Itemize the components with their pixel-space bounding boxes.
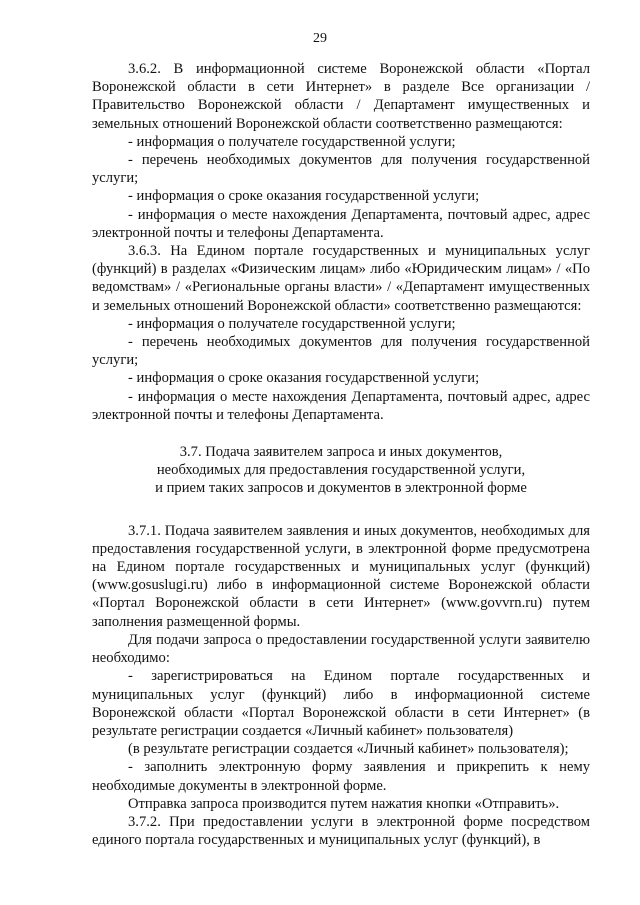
list-item: - информация о сроке оказания государственной услуги; <box>128 188 480 205</box>
heading-line: 3.7. Подача заявителем запроса и иных документов, <box>179 444 503 461</box>
list-item: - информация о месте нахождения Департамента, почтовый адрес, адрес электронной почты и телефоны Департамента. <box>92 206 590 241</box>
paragraph: Для подачи запроса о предоставлении государственной услуги заявителю необходимо: <box>92 631 590 667</box>
document-body <box>92 60 590 849</box>
list-item: - информация о получателе государственной услуги; <box>128 133 456 150</box>
paragraph-3-6-2: 3.6.2. В информационной системе Воронежской области «Портал Воронежской области в сети Интернет» в разделе Все организации / Правительство Воронежской области / Департамент имущественных и земельных отношений Воронежской области соответственно размещаются: <box>92 61 590 132</box>
paragraph: (в результате регистрации создается «Личный кабинет» пользователя); <box>128 741 569 758</box>
list-item: - зарегистрироваться на Едином портале государственных и муниципальных услуг (функций) либо в информационной системе Воронежской области «Портал Воронежской области в сети Интернет» (в результате регистрации создается «Личный кабинет» пользователя) <box>92 668 590 739</box>
list-item: - информация о месте нахождения Департамента, почтовый адрес, адрес электронной почты и телефоны Департамента. <box>92 388 590 423</box>
heading-line: и прием таких запросов и документов в электронной форме <box>155 480 527 497</box>
list-item: - перечень необходимых документов для получения государственной услуги; <box>92 334 590 369</box>
paragraph-3-7-1: 3.7.1. Подача заявителем заявления и иных документов, необходимых для предоставления государственной услуги, в электронной форме предусмотрена на Едином портале государственных и муниципальных услуг (функций) (www.gosuslugi.ru) либо в информационной системе Воронежской области «Портал Воронежской области в сети Интернет» (www.govvrn.ru) путем заполнения размещенной формы. <box>92 522 590 630</box>
list-item: - заполнить электронную форму заявления и прикрепить к нему необходимые документы в электронной форме. <box>92 759 590 794</box>
paragraph: Отправка запроса производится путем нажатия кнопки «Отправить». <box>128 795 560 812</box>
page-number: 29 <box>313 31 327 46</box>
list-item: - перечень необходимых документов для получения государственной услуги; <box>92 152 590 187</box>
section-heading-3-7 <box>92 443 590 498</box>
list-item: - информация о сроке оказания государственной услуги; <box>128 370 480 387</box>
paragraph-3-6-3: 3.6.3. На Едином портале государственных и муниципальных услуг (функций) в разделах «Физическим лицам» либо «Юридическим лицам» / «По ведомствам» / «Региональные органы власти» / «Департамент имущественных и земельных отношений Воронежской области» соответственно размещаются: <box>92 243 590 314</box>
list-item: - информация о получателе государственной услуги; <box>128 315 456 332</box>
heading-line: необходимых для предоставления государственной услуги, <box>156 462 526 479</box>
paragraph-3-7-2: 3.7.2. При предоставлении услуги в электронной форме посредством единого портала государственных и муниципальных услуг (функций), в <box>92 813 590 849</box>
